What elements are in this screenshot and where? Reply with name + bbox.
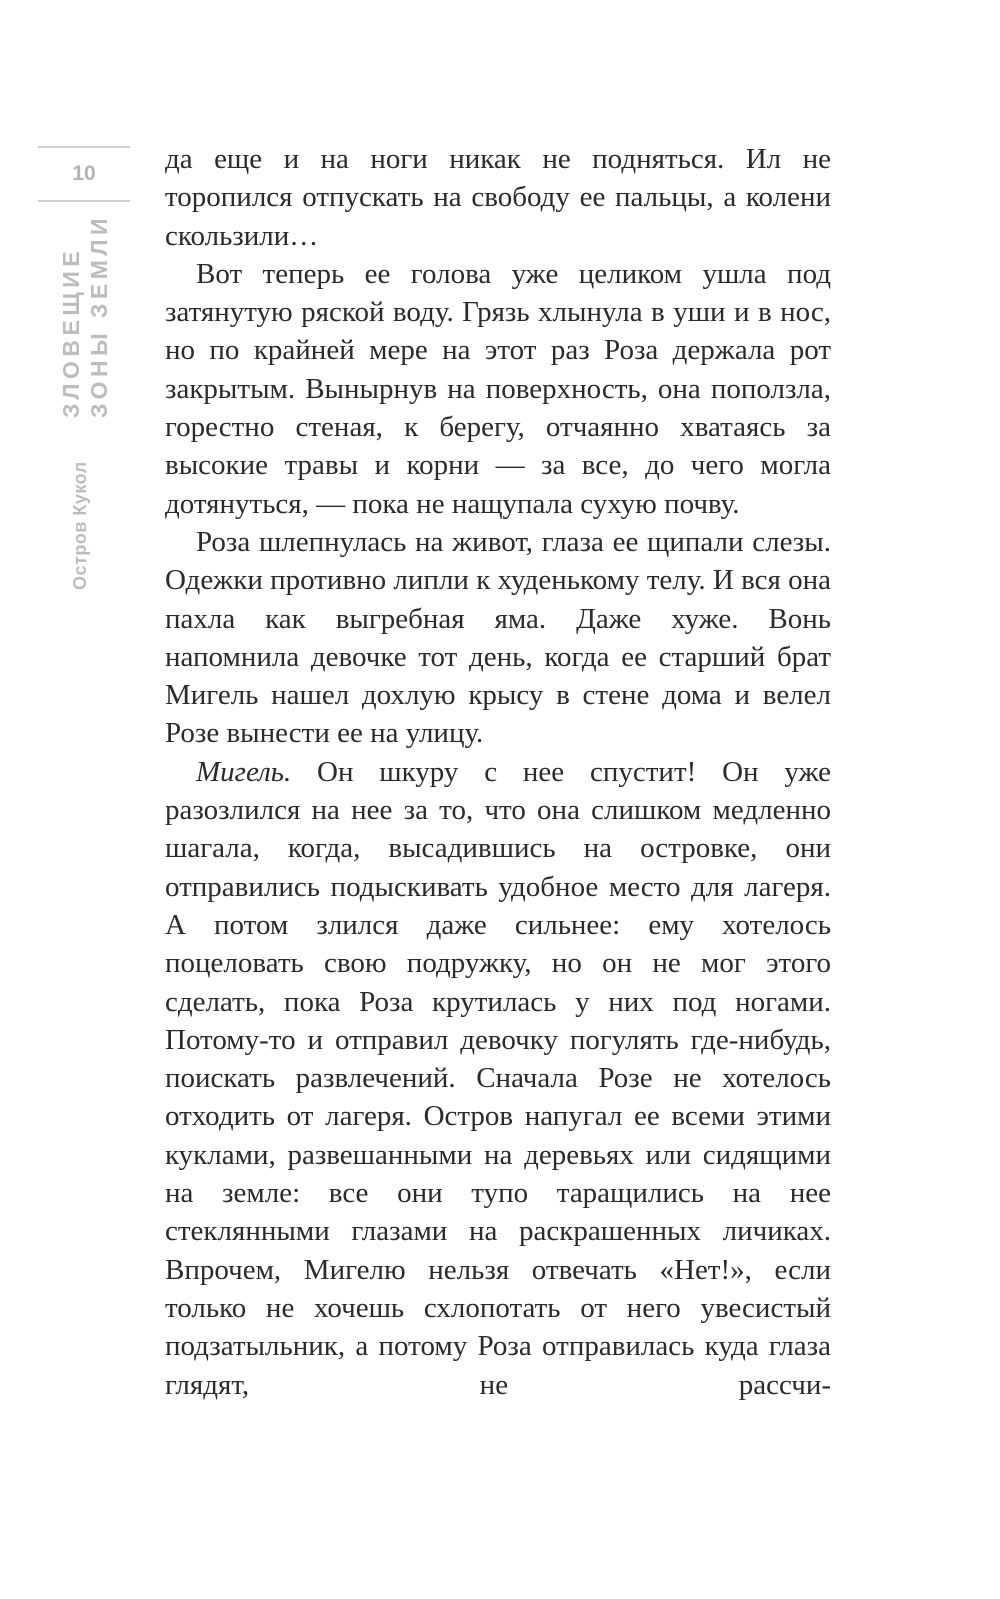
- book-title: Остров Кукол: [70, 461, 90, 590]
- series-title-line-1: ЗЛОВЕЩИЕ: [58, 246, 84, 418]
- series-title-line-2: ЗОНЫ ЗЕМЛИ: [86, 213, 112, 418]
- paragraph-2: Вот теперь ее голова уже целиком ушла под затянутую ряской воду. Грязь хлынула в уши и в нос, но по крайней мере на этот раз Роза держала рот закрытым. Вынырнув на поверхность, она поползла, горестно стеная, к берегу, отчаянно хватаясь за высокие травы и корни — за все, до чего могла дотянуться, — пока не нащупала сухую почву.: [165, 257, 831, 520]
- paragraph-4-text: Он шкуру с нее спустит! Он уже разозлился на нее за то, что она слишком медленно шагала, когда, высадившись на островке, они отправились подыскивать удобное место для лагеря. А потом злился даже сильнее: ему хотелось поцеловать свою подружку, но он не мог этого сделать, пока Роза крутилась у них под ногами. Потому-то и отправил девочку погулять где-нибудь, поискать развлечений. Сначала Розе не хотелось отходить от лагеря. Остров напугал ее всеми этими куклами, развешанными на деревьях или сидящими на земле: все они тупо таращились на нее стеклянными глазами на раскрашенных личиках. Впрочем, Мигелю нельзя отвечать «Нет!», если только не хочешь схлопотать от него увесистый подзатыльник, а потому Роза отправилась куда глаза глядят, не рассчи-: [165, 755, 831, 1401]
- paragraph-4-italic-name: Мигель.: [196, 755, 292, 788]
- paragraph-1: да еще и на ноги никак не подняться. Ил не торопился отпускать на свободу ее пальцы, а колени скользили…: [165, 143, 831, 252]
- paragraph-4: [165, 753, 831, 1404]
- body-text: [165, 140, 831, 1404]
- paragraph-3: Роза шлепнулась на живот, глаза ее щипали слезы. Одежки противно липли к худенькому телу. И вся она пахла как выгребная яма. Даже хуже. Вонь напомнила девочке тот день, когда ее старший брат Мигель нашел дохлую крысу в стене дома и велел Розе вынести ее на улицу.: [165, 525, 831, 750]
- page-number: 10: [72, 162, 96, 185]
- bottom-rule: [38, 200, 130, 202]
- running-head-sidebar: [38, 146, 130, 202]
